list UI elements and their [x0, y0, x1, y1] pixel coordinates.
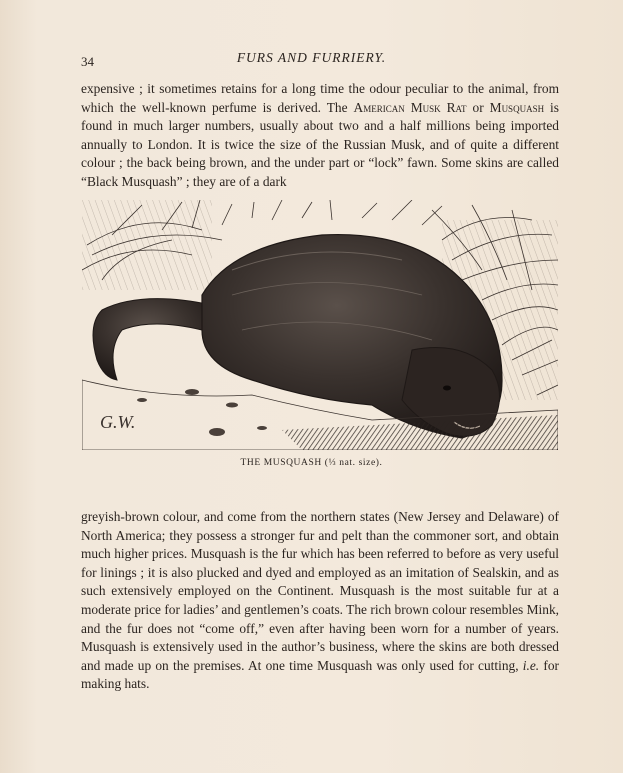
running-head: FURS AND FURRIERY.: [236, 50, 387, 65]
text-segment: or: [466, 99, 490, 115]
paragraph-top: [81, 80, 559, 192]
text-segment: is found in much larger numbers, usually about two and a half millions being imported annually to London. It is twice the size of the Russian Musk, and of quite a different colour ; the back being brown, and the under part or “lock” fawn. Some skins are called “Black Musquash” ; they are of a dark: [81, 99, 559, 189]
page-number: 34: [81, 54, 94, 69]
paragraph-bottom: [81, 508, 559, 694]
text-segment: greyish-brown colour, and come from the northern states (New Jersey and Delaware) of North America; they possess a stronger fur and pelt than the commoner sort, and obtain much higher prices. Musquash is the fur which has been referred to before as very useful for linings ; it is also plucked and dyed and employed as an imitation of Sealskin, and as such extensively employed on the Continent. Musquash is the most suitable fur at a moderate price for ladies’ and gentlemen’s coats. The rich brown colour resembles Mink, and the fur does not “come off,” even after having been worn for a number of years. Musquash is extensively used in the author’s business, where the skins are both dressed and made up on the premises. At one time Musquash was only used for cutting,: [81, 509, 559, 673]
species-name: Musquash: [489, 99, 545, 115]
musquash-illustration: [82, 200, 558, 450]
abbreviation: i.e.: [522, 657, 540, 673]
musquash-engraving: [82, 200, 558, 450]
figure-caption: THE MUSQUASH (⅓ nat. size).: [240, 458, 383, 468]
text-segment: expensive ; it sometimes retains for a long time the odour peculiar to the animal, from which the well-known perfume is derived. The: [81, 81, 559, 115]
eye: [443, 386, 451, 391]
text-segment: for making hats.: [81, 657, 559, 692]
engraver-signature: G.W.: [100, 412, 136, 432]
species-name: American Musk Rat: [353, 99, 467, 115]
